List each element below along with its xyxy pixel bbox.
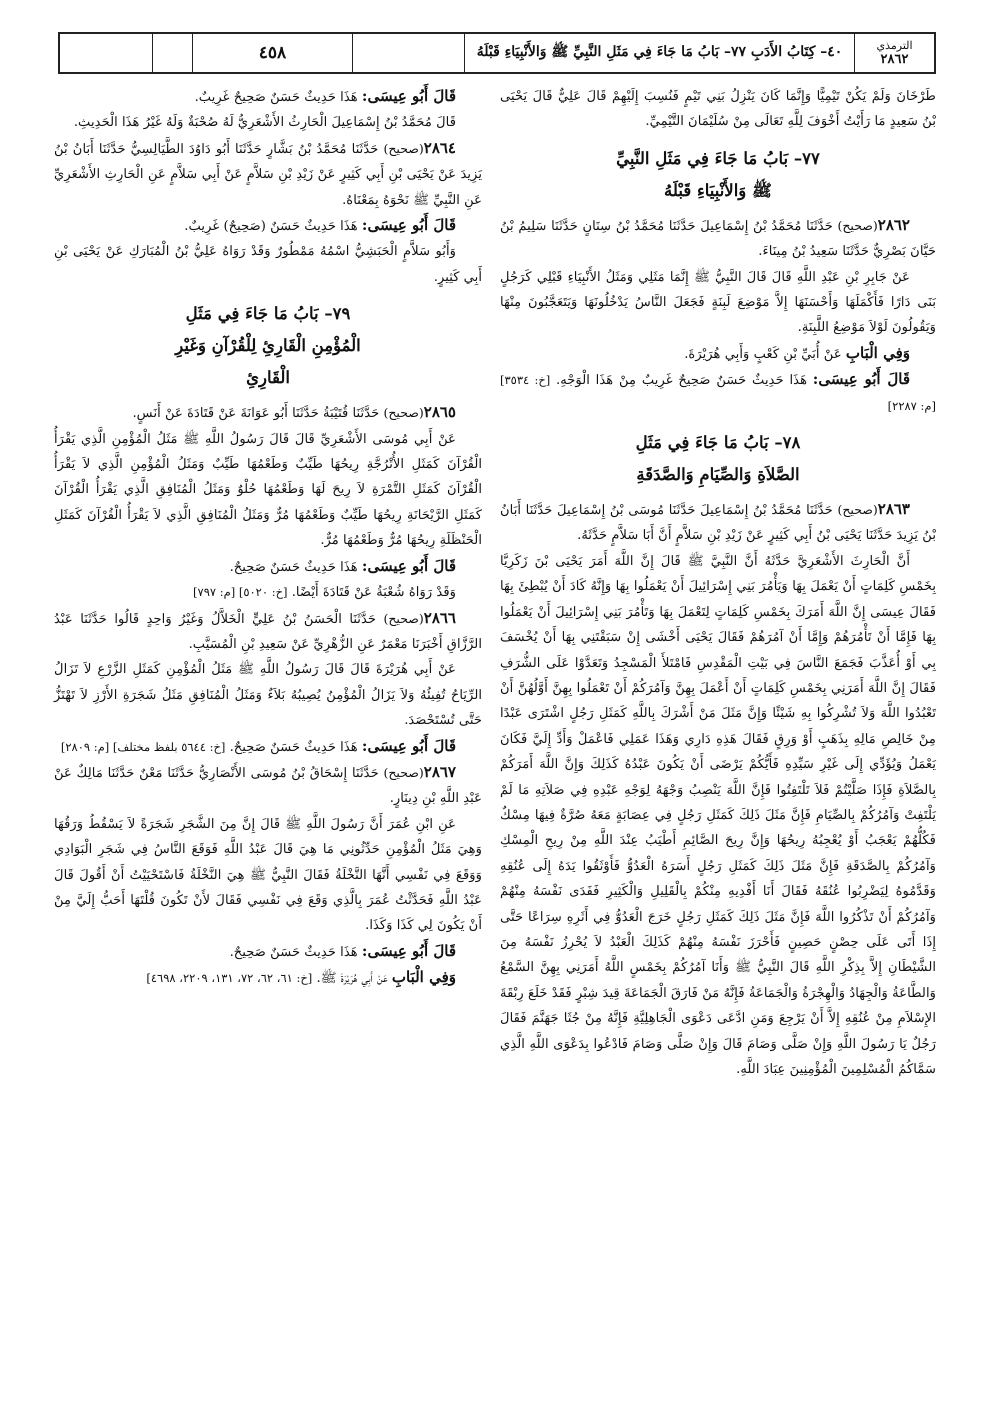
hadith-2865-isnad bbox=[54, 400, 482, 426]
hadith-number: ٢٨٦٥ bbox=[423, 403, 456, 422]
hadith-reference: [خ: ٥٦٤٤ بلفظ مختلف] [م: ٢٨٠٩] bbox=[60, 739, 226, 754]
chapter-heading-line: ٧٨– بَابُ مَا جَاءَ فِي مَثَلِ bbox=[635, 433, 801, 453]
chapter-heading-79 bbox=[54, 298, 482, 394]
header-chapter-title: ٤٠– كِتَابُ الأَدَبِ ٧٧– بَابُ مَا جَاءَ فِي مَثَلِ النَّبِيِّ ﷺ وَالأَنْبِيَاءِ قَبْلَهُ bbox=[464, 34, 854, 72]
hadith-2862-wafi bbox=[500, 341, 936, 367]
qala-label: قَالَ أَبُو عِيسَى: bbox=[361, 941, 456, 960]
hadith-reference: [خ: ٣٥٣٤] [م: ٢٢٨٧] bbox=[500, 373, 936, 413]
hadith-grade: (صحيح) bbox=[837, 502, 878, 518]
isnad-text: حَدَّثَنَا مُحَمَّدُ بْنُ إِسْمَاعِيلَ حَدَّثَنَا مُحَمَّدُ بْنُ سِنَانٍ حَدَّثَنَا سَلِيمُ بْنُ حَيَّانَ بَصْرِيٌّ حَدَّثَنَا سَعِيدُ بْنُ مِينَاءَ. bbox=[500, 218, 936, 260]
hadith-number: ٢٨٦٤ bbox=[423, 138, 456, 157]
left-column bbox=[54, 84, 482, 992]
qala-label: قَالَ أَبُو عِيسَى: bbox=[361, 216, 456, 235]
chapter-heading-77 bbox=[500, 143, 936, 207]
hadith-2863-note: قَالَ مُحَمَّدُ بْنُ إِسْمَاعِيلَ الْحَارِثُ الأَشْعَرِيُّ لَهُ صُحْبَةٌ وَلَهُ غَيْرُ هَذَا الْحَدِيثِ. bbox=[73, 115, 456, 131]
hadith-2866-isnad bbox=[54, 606, 482, 658]
running-header bbox=[58, 32, 936, 74]
header-hadith-range: ٢٨٦٢ bbox=[880, 52, 909, 67]
hadith-2863-isnad bbox=[500, 497, 936, 549]
hadith-2867-isnad bbox=[54, 760, 482, 812]
header-empty-cell bbox=[352, 34, 464, 72]
qala-text: هَذَا حَدِيثٌ حَسَنٌ صَحِيحٌ. bbox=[229, 559, 362, 575]
hadith-2865-comment bbox=[54, 554, 482, 580]
hadith-2862-isnad bbox=[500, 213, 936, 265]
hadith-2867-matn: عَنِ ابْنِ عُمَرَ أَنَّ رَسُولَ اللَّهِ ﷺ قَالَ إِنَّ مِنَ الشَّجَرِ شَجَرَةً لاَ يَسْقُطُ وَرَقُهَا وَهِيَ مَثَلُ الْمُؤْمِنِ حَدِّثُونِي مَا هِيَ قَالَ عَبْدُ اللَّهِ فَوَقَعَ النَّاسُ فِي شَجَرِ الْبَوَادِي وَوَقَعَ فِي نَفْسِي أَنَّهَا النَّخْلَةُ فَقَالَ النَّبِيُّ ﷺ هِيَ النَّخْلَةُ فَاسْتَحْيَيْتُ أَنْ أَقُولَ قَالَ عَبْدُ اللَّهِ فَحَدَّثْتُ عُمَرَ بِالَّذِي وَقَعَ فِي نَفْسِي فَقَالَ لأَنْ تَكُونَ قُلْتَهَا أَحَبُّ إِلَيَّ مِنْ أَنْ يَكُونَ لِي كَذَا وَكَذَا. bbox=[54, 816, 482, 934]
hadith-reference: [خ: ٥٠٢٠] [م: ٧٩٧] bbox=[193, 585, 288, 600]
chapter-heading-line: ٧٧– بَابُ مَا جَاءَ فِي مَثَلِ النَّبِيِّ bbox=[616, 148, 820, 168]
qala-text: هَذَا حَدِيثٌ حَسَنٌ صَحِيحٌ غَرِيبٌ مِنْ هَذَا الْوَجْهِ. bbox=[556, 373, 813, 389]
chapter-heading-line: الْمُؤْمِنِ الْقَارِئِ لِلْقُرْآنِ وَغَيْرِ bbox=[175, 336, 361, 356]
hadith-number: ٢٨٦٢ bbox=[877, 215, 910, 234]
isnad-text: حَدَّثَنَا مُحَمَّدُ بْنُ إِسْمَاعِيلَ حَدَّثَنَا مُوسَى بْنُ إِسْمَاعِيلَ حَدَّثَنَا أَبَانُ بْنُ يَزِيدَ حَدَّثَنَا يَحْيَى بْنُ أَبِي كَثِيرٍ عَنْ زَيْدِ بْنِ سَلاَّمٍ أَنَّ أَبَا سَلاَّمٍ حَدَّثَهُ. bbox=[500, 503, 936, 544]
qala-label: قَالَ أَبُو عِيسَى: bbox=[361, 736, 456, 755]
hadith-2865-matn: عَنْ أَبِي مُوسَى الأَشْعَرِيِّ قَالَ قَالَ رَسُولُ اللَّهِ ﷺ مَثَلُ الْمُؤْمِنِ الَّذِي يَقْرَأُ الْقُرْآنَ كَمَثَلِ الأُتْرُجَّةِ رِيحُهَا طَيِّبٌ وَطَعْمُهَا طَيِّبٌ وَمَثَلُ الْمُؤْمِنِ الَّذِي لاَ يَقْرَأُ الْقُرْآنَ كَمَثَلِ التَّمْرَةِ لاَ رِيحَ لَهَا وَطَعْمُهَا حُلْوٌ وَمَثَلُ الْمُنَافِقِ الَّذِي يَقْرَأُ الْقُرْآنَ كَمَثَلِ الرَّيْحَانَةِ رِيحُهَا طَيِّبٌ وَطَعْمُهَا مُرٌّ وَمَثَلُ الْمُنَافِقِ الَّذِي لاَ يَقْرَأُ الْقُرْآنَ كَمَثَلِ الْحَنْظَلَةِ رِيحُهَا مُرٌّ وَطَعْمُهَا مُرٌّ. bbox=[54, 431, 482, 549]
hadith-text: حَدَّثَنَا مُحَمَّدُ بْنُ بَشَّارٍ حَدَّثَنَا أَبُو دَاوُدَ الطَّيَالِسِيُّ حَدَّثَنَا أَبَانُ بْنُ يَزِيدَ عَنْ يَحْيَى بْنِ أَبِي كَثِيرٍ عَنْ زَيْدِ بْنِ سَلاَّمٍ عَنْ أَبِي سَلاَّمٍ عَنِ الْحَارِثِ الأَشْعَرِيِّ عَنِ النَّبِيِّ ﷺ نَحْوَهُ بِمَعْنَاهُ. bbox=[54, 141, 482, 208]
hadith-number: ٢٨٦٣ bbox=[877, 500, 910, 519]
header-empty-cell bbox=[152, 34, 192, 72]
hadith-grade: (صحيح) bbox=[383, 140, 424, 156]
qala-text: هَذَا حَدِيثٌ حَسَنٌ (صَحِيحٌ) غَرِيبٌ. bbox=[184, 219, 362, 235]
wafi-label: وَفِي الْبَابِ bbox=[391, 968, 456, 987]
hadith-2863-comment bbox=[54, 84, 482, 110]
wafi-text: عَنْ أُبَيِّ بْنِ كَعْبٍ وَأَبِي هُرَيْرَةَ. bbox=[684, 346, 846, 362]
qala-label: قَالَ أَبُو عِيسَى: bbox=[812, 370, 910, 389]
hadith-grade: (صحيح) bbox=[383, 405, 424, 421]
hadith-number: ٢٨٦٧ bbox=[423, 762, 456, 781]
chapter-heading-line: ﷺ وَالأَنْبِيَاءِ قَبْلَهُ bbox=[664, 180, 772, 200]
hadith-2864-comment bbox=[54, 213, 482, 239]
hadith-reference: [خ: ٦١، ٦٢، ٧٢، ١٣١، ٢٢٠٩، ٤٦٩٨] bbox=[146, 971, 313, 986]
qala-text: هَذَا حَدِيثٌ حَسَنٌ صَحِيحٌ. bbox=[229, 944, 362, 960]
chapter-heading-78 bbox=[500, 427, 936, 491]
header-book-name: الترمذي bbox=[876, 39, 913, 52]
qala-label: قَالَ أَبُو عِيسَى: bbox=[361, 87, 456, 105]
note-text: وَقَدْ رَوَاهُ شُعْبَةُ عَنْ قَتَادَةَ أَيْضًا. bbox=[287, 585, 456, 601]
hadith-grade: (صحيح) bbox=[383, 764, 424, 780]
chapter-heading-line: الصَّلاَةِ وَالصِّيَامِ وَالصَّدَقَةِ bbox=[636, 465, 800, 485]
header-empty-cell bbox=[60, 34, 152, 72]
hadith-2866-comment bbox=[54, 734, 482, 760]
hadith-2862-matn: عَنْ جَابِرِ بْنِ عَبْدِ اللَّهِ قَالَ قَالَ النَّبِيُّ ﷺ إِنَّمَا مَثَلِي وَمَثَلُ الأَنْبِيَاءِ قَبْلِي كَرَجُلٍ بَنَى دَارًا فَأَكْمَلَهَا وَأَحْسَنَهَا إِلاَّ مَوْضِعَ لَبِنَةٍ فَجَعَلَ النَّاسُ يَدْخُلُونَهَا وَيَتَعَجَّبُونَ مِنْهَا وَيَقُولُونَ لَوْلاَ مَوْضِعُ اللَّبِنَةِ. bbox=[500, 269, 936, 336]
isnad-text: حَدَّثَنَا إِسْحَاقُ بْنُ مُوسَى الأَنْصَارِيُّ حَدَّثَنَا مَعْنٌ حَدَّثَنَا مَالِكٌ عَنْ عَبْدِ اللَّهِ بْنِ دِينَارٍ. bbox=[54, 765, 482, 807]
hadith-2865-note bbox=[54, 580, 482, 605]
wafi-text: عَنْ أَبِي هُرَيْرَةَ ﷺ. bbox=[312, 971, 392, 987]
hadith-grade: (صحيح) bbox=[837, 217, 878, 233]
hadith-grade: (صحيح) bbox=[383, 610, 424, 626]
right-column bbox=[500, 84, 936, 1082]
isnad-text: حَدَّثَنَا قُتَيْبَةُ حَدَّثَنَا أَبُو عَوَانَةَ عَنْ قَتَادَةَ عَنْ أَنَسٍ. bbox=[132, 406, 384, 422]
hadith-2867-wafi bbox=[54, 965, 482, 991]
wafi-label: وَفِي الْبَابِ bbox=[845, 343, 910, 362]
qala-text: هَذَا حَدِيثٌ حَسَنٌ صَحِيحٌ. bbox=[225, 739, 362, 755]
hadith-2863-matn: أَنَّ الْحَارِثَ الأَشْعَرِيَّ حَدَّثَهُ أَنَّ النَّبِيَّ ﷺ قَالَ إِنَّ اللَّهَ أَمَرَ يَحْيَى بْنَ زَكَرِيَّا بِخَمْسِ كَلِمَاتٍ أَنْ يَعْمَلَ بِهَا وَيَأْمُرَ بَنِي إِسْرَائِيلَ أَنْ يَعْمَلُوا بِهَا وَإِنَّهُ كَادَ أَنْ يُبْطِئَ بِهَا فَقَالَ عِيسَى إِنَّ اللَّهَ أَمَرَكَ بِخَمْسِ كَلِمَاتٍ لِتَعْمَلَ بِهَا وَتَأْمُرَ بَنِي إِسْرَائِيلَ أَنْ يَعْمَلُوا بِهَا فَإِمَّا أَنْ تَأْمُرَهُمْ وَإِمَّا أَنْ آمُرَهُمْ فَقَالَ يَحْيَى أَخْشَى إِنْ سَبَقْتَنِي بِهَا أَنْ يُخْسَفَ بِي أَوْ أُعَذَّبَ فَجَمَعَ النَّاسَ فِي بَيْتِ الْمَقْدِسِ فَامْتَلأَ الْمَسْجِدُ وَتَعَدَّوْا عَلَى الشُّرَفِ فَقَالَ إِنَّ اللَّهَ أَمَرَنِي بِخَمْسِ كَلِمَاتٍ أَنْ أَعْمَلَ بِهِنَّ وَآمُرَكُمْ أَنْ تَعْمَلُوا بِهِنَّ أَوَّلُهُنَّ أَنْ تَعْبُدُوا اللَّهَ وَلاَ تُشْرِكُوا بِهِ شَيْئًا وَإِنَّ مَثَلَ مَنْ أَشْرَكَ بِاللَّهِ كَمَثَلِ رَجُلٍ اشْتَرَى عَبْدًا مِنْ خَالِصِ مَالِهِ بِذَهَبٍ أَوْ وَرِقٍ فَقَالَ هَذِهِ دَارِي وَهَذَا عَمَلِي فَاعْمَلْ وَأَدِّ إِلَيَّ فَكَانَ يَعْمَلُ وَيُؤَدِّي إِلَى غَيْرِ سَيِّدِهِ فَأَيُّكُمْ يَرْضَى أَنْ يَكُونَ عَبْدُهُ كَذَلِكَ وَإِنَّ اللَّهَ أَمَرَكُمْ بِالصَّلاَةِ فَإِذَا صَلَّيْتُمْ فَلاَ تَلْتَفِتُوا فَإِنَّ اللَّهَ يَنْصِبُ وَجْهَهُ لِوَجْهِ عَبْدِهِ فِي صَلاَتِهِ مَا لَمْ يَلْتَفِتْ وَآمُرُكُمْ بِالصِّيَامِ فَإِنَّ مَثَلَ ذَلِكَ كَمَثَلِ رَجُلٍ فِي عِصَابَةٍ مَعَهُ صُرَّةٌ فِيهَا مِسْكٌ فَكُلُّهُمْ يَعْجَبُ أَوْ يُعْجِبُهُ رِيحُهَا وَإِنَّ رِيحَ الصَّائِمِ أَطْيَبُ عِنْدَ اللَّهِ مِنْ رِيحِ الْمِسْكِ وَآمُرُكُمْ بِالصَّدَقَةِ فَإِنَّ مَثَلَ ذَلِكَ كَمَثَلِ رَجُلٍ أَسَرَهُ الْعَدُوُّ فَأَوْثَقُوا يَدَهُ إِلَى عُنُقِهِ وَقَدَّمُوهُ لِيَضْرِبُوا عُنُقَهُ فَقَالَ أَنَا أَفْدِيهِ مِنْكُمْ بِالْقَلِيلِ وَالْكَثِيرِ فَفَدَى نَفْسَهُ مِنْهُمْ وَآمُرُكُمْ أَنْ تَذْكُرُوا اللَّهَ فَإِنَّ مَثَلَ ذَلِكَ كَمَثَلِ رَجُلٍ خَرَجَ الْعَدُوُّ فِي أَثَرِهِ سِرَاعًا حَتَّى إِذَا أَتَى عَلَى حِصْنٍ حَصِينٍ فَأَحْرَزَ نَفْسَهُ مِنْهُمْ كَذَلِكَ الْعَبْدُ لاَ يُحْرِزُ نَفْسَهُ مِنَ الشَّيْطَانِ إِلاَّ بِذِكْرِ اللَّهِ قَالَ النَّبِيُّ ﷺ وَأَنَا آمُرُكُمْ بِخَمْسٍ اللَّهُ أَمَرَنِي بِهِنَّ السَّمْعُ وَالطَّاعَةُ وَالْجِهَادُ وَالْهِجْرَةُ وَالْجَمَاعَةُ فَإِنَّهُ مَنْ فَارَقَ الْجَمَاعَةَ قِيدَ شِبْرٍ فَقَدْ خَلَعَ رِبْقَةَ الإِسْلاَمِ مِنْ عُنُقِهِ إِلاَّ أَنْ يَرْجِعَ وَمَنِ ادَّعَى دَعْوَى الْجَاهِلِيَّةِ فَإِنَّهُ مِنْ جُثَا جَهَنَّمَ فَقَالَ رَجُلٌ يَا رَسُولَ اللَّهِ وَإِنْ صَلَّى وَصَامَ قَالَ وَإِنْ صَلَّى وَصَامَ فَادْعُوا بِدَعْوَى اللَّهِ الَّذِي سَمَّاكُمُ الْمُسْلِمِينَ الْمُؤْمِنِينَ عِبَادَ اللَّهِ. bbox=[500, 553, 936, 1077]
header-book-cell bbox=[854, 34, 934, 72]
qala-label: قَالَ أَبُو عِيسَى: bbox=[361, 556, 456, 575]
chapter-heading-line: ٧٩– بَابُ مَا جَاءَ فِي مَثَلِ bbox=[185, 304, 351, 324]
hadith-2862-comment bbox=[500, 367, 936, 419]
hadith-2864-note: وَأَبُو سَلاَّمٍ الْحَبَشِيُّ اسْمُهُ مَمْطُورٌ وَقَدْ رَوَاهُ عَلِيُّ بْنُ الْمُبَارَكِ عَنْ يَحْيَى بْنِ أَبِي كَثِيرٍ. bbox=[54, 244, 482, 285]
hadith-2867-comment bbox=[54, 939, 482, 965]
hadith-number: ٢٨٦٦ bbox=[423, 608, 456, 627]
qala-text: هَذَا حَدِيثٌ حَسَنٌ صَحِيحٌ غَرِيبٌ. bbox=[194, 90, 362, 105]
hadith-2866-matn: عَنْ أَبِي هُرَيْرَةَ قَالَ قَالَ رَسُولُ اللَّهِ ﷺ مَثَلُ الْمُؤْمِنِ كَمَثَلِ الزَّرْعِ لاَ تَزَالُ الرِّيَاحُ تُفِيئُهُ وَلاَ يَزَالُ الْمُؤْمِنُ يُصِيبُهُ بَلاَءٌ وَمَثَلُ الْمُنَافِقِ مَثَلُ شَجَرَةِ الأَرْزِ لاَ تَهْتَزُّ حَتَّى تُسْتَحْصَدَ. bbox=[54, 662, 482, 729]
hadith-2864 bbox=[54, 136, 482, 213]
chapter-heading-line: الْقَارِئِ bbox=[246, 368, 290, 388]
isnad-text: حَدَّثَنَا الْحَسَنُ بْنُ عَلِيٍّ الْخَلاَّلُ وَغَيْرُ وَاحِدٍ قَالُوا حَدَّثَنَا عَبْدُ الرَّزَّاقِ أَخْبَرَنَا مَعْمَرٌ عَنِ الزُّهْرِيِّ عَنْ سَعِيدِ بْنِ الْمُسَيَّبِ. bbox=[54, 611, 482, 652]
continuation-text: طَرْخَانَ وَلَمْ يَكُنْ تَيْمِيًّا وَإِنَّمَا كَانَ يَنْزِلُ بَنِي تَيْمٍ فَنُسِبَ إِلَيْهِمْ قَالَ عَلِيٌّ قَالَ يَحْيَى بْنُ سَعِيدٍ مَا رَأَيْتُ أَخْوَفَ لِلَّهِ تَعَالَى مِنْ سُلَيْمَانَ التَّيْمِيِّ. bbox=[500, 89, 936, 130]
page-number: ٤٥٨ bbox=[192, 34, 352, 72]
